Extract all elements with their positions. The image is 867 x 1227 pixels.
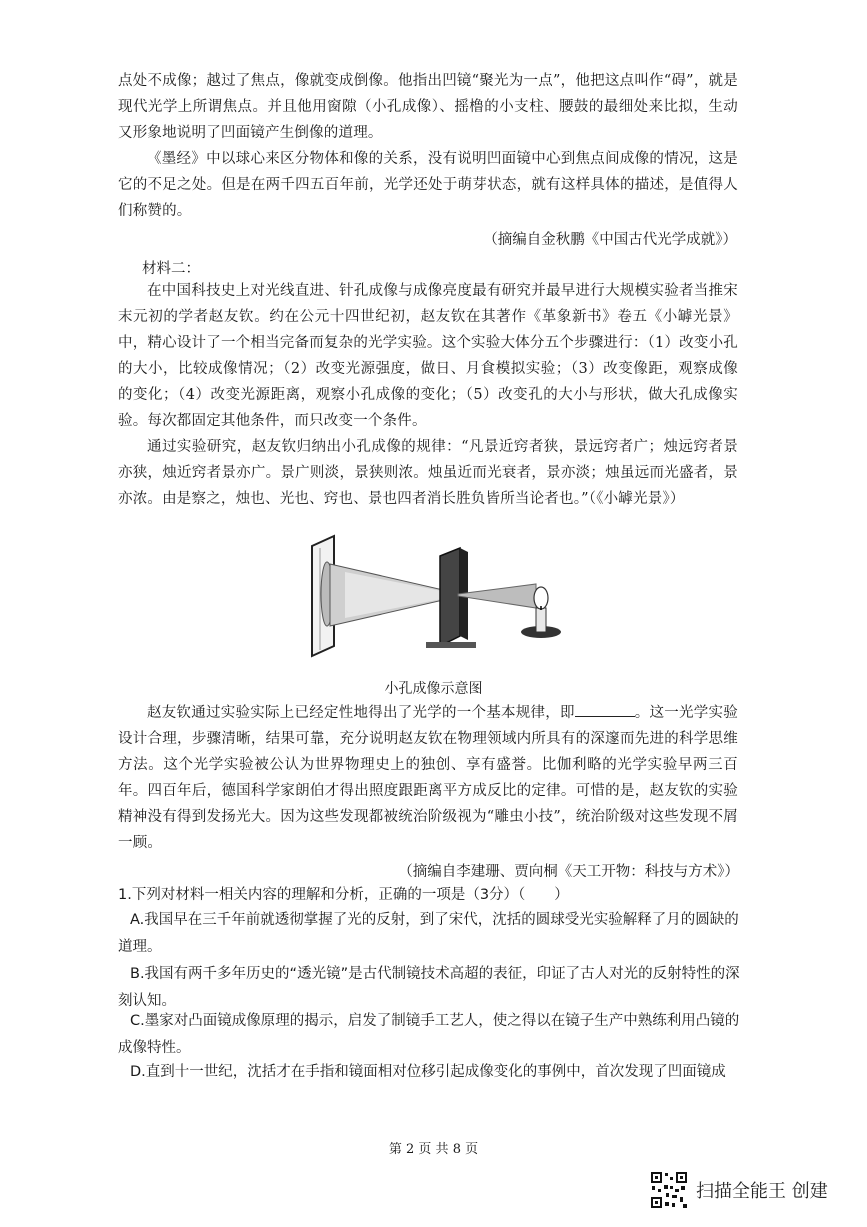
question-1-option-b: B.我国有两千多年历史的“透光镜”是古代制镜技术高超的表征，印证了古人对光的反射特性的深刻认知。 (118, 966, 740, 1009)
scanner-watermark (650, 1170, 828, 1210)
material2-heading: 材料二： (142, 261, 200, 277)
pinhole-imaging-illustration (300, 528, 570, 670)
material2-paragraph-3 (118, 700, 738, 856)
paragraph-3-before-blank: 赵友钦通过实验实际上已经定性地得出了光学的一个基本规律，即 (147, 705, 575, 721)
question-1-option-a: A.我国早在三千年前就透彻掌握了光的反射，到了宋代，沈括的圆球受光实验解释了月的圆缺的道理。 (118, 912, 739, 955)
material1-paragraph-1: 点处不成像；越过了焦点，像就变成倒像。他指出凹镜“聚光为一点”，他把这点叫作“碍”，就是现代光学上所谓焦点。并且他用窗隙（小孔成像）、摇橹的小支柱、腰鼓的最细处来比拟，生动又形象地说明了凹面镜产生倒像的道理。 (118, 73, 738, 141)
qr-code-icon (650, 1171, 688, 1209)
page-footer: 第 2 页 共 8 页 (388, 1142, 479, 1157)
material1-paragraph-2: 《墨经》中以球心来区分物体和像的关系，没有说明凹面镜中心到焦点间成像的情况，这是它的不足之处。但是在两千四五百年前，光学还处于萌芽状态，就有这样具体的描述，是值得人们称赞的。 (118, 151, 738, 219)
material1-source: （摘编自金秋鹏《中国古代光学成就》） (483, 232, 737, 248)
question-1-option-c: C.墨家对凸面镜成像原理的揭示，启发了制镜手工艺人，使之得以在镜子生产中熟练利用凸镜的成像特性。 (118, 1013, 740, 1056)
scanner-label: 扫描全能王 创建 (696, 1181, 828, 1202)
material2-paragraph-2: 通过实验研究，赵友钦归纳出小孔成像的规律：“凡景近窍者狭，景远窍者广；烛远窍者景亦狭，烛近窍者景亦广。景广则淡，景狭则浓。烛虽近而光衰者，景亦淡；烛虽远而光盛者，景亦浓。由是察之，烛也、光也、窍也、景也四者消长胜负皆所当论者也。”（《小罅光景》） (118, 439, 738, 507)
fill-in-blank (575, 702, 635, 717)
material2-paragraph-1: 在中国科技史上对光线直进、针孔成像与成像亮度最有研究并最早进行大规模实验者当推宋末元初的学者赵友钦。约在公元十四世纪初，赵友钦在其著作《革象新书》卷五《小罅光景》中，精心设计了一个相当完备而复杂的光学实验。这个实验大体分五个步骤进行：（1）改变小孔的大小，比较成像情况；（2）改变光源强度，做日、月食模拟实验；（3）改变像距，观察成像的变化；（4）改变光源距离，观察小孔成像的变化；（5）改变孔的大小与形状，做大孔成像实验。每次都固定其他条件，而只改变一个条件。 (118, 283, 738, 429)
question-1-option-d: D.直到十一世纪，沈括才在手指和镜面相对位移引起成像变化的事例中，首次发现了凹面镜成 (130, 1064, 726, 1080)
question-1-stem: 1.下列对材料一相关内容的理解和分析，正确的一项是（3分）（ ） (118, 887, 569, 903)
figure-caption: 小孔成像示意图 (384, 681, 483, 697)
material2-source: （摘编自李建珊、贾向桐《天工开物：科技与方术》） (398, 864, 739, 880)
paragraph-3-after-blank: 。这一光学实验设计合理，步骤清晰，结果可靠，充分说明赵友钦在物理领域内所具有的深邃而先进的科学思维方法。这个光学实验被公认为世界物理史上的独创、享有盛誉。比伽利略的光学实验早两三百年。四百年后，德国科学家朗伯才得出照度跟距离平方成反比的定律。可惜的是，赵友钦的实验精神没有得到发扬光大。因为这些发现都被统治阶级视为“雕虫小技”，统治阶级对这些发现不屑一顾。 (118, 705, 738, 851)
